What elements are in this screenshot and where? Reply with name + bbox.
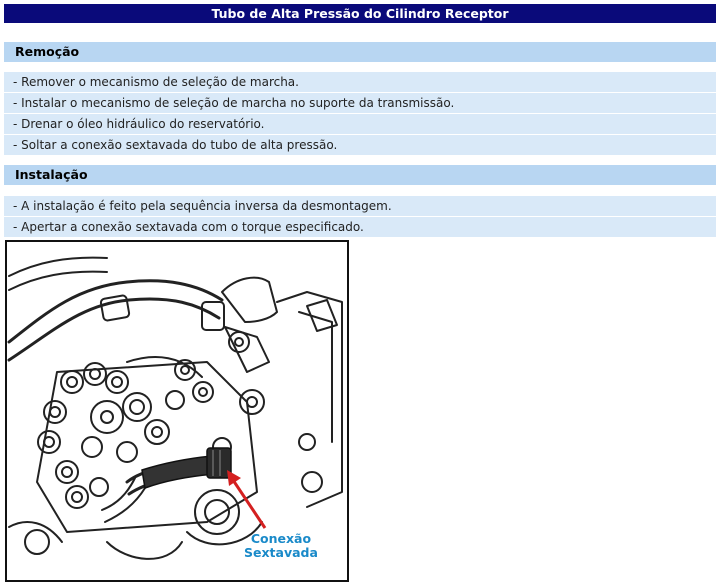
section-heading-installation: Instalação (4, 165, 716, 185)
page-title: Tubo de Alta Pressão do Cilindro Receptor (4, 4, 716, 23)
removal-step-1: - Remover o mecanismo de seleção de marcha. (4, 72, 716, 92)
section-heading-removal: Remoção (4, 42, 716, 62)
transmission-line-drawing (7, 242, 347, 580)
callout-line-2: Sextavada (244, 545, 318, 560)
installation-step-1: - A instalação é feito pela sequência inversa da desmontagem. (4, 196, 716, 216)
callout-line-1: Conexão (250, 531, 312, 546)
removal-step-3: - Drenar o óleo hidráulico do reservatório. (4, 114, 716, 134)
installation-step-2: - Apertar a conexão sextavada com o torque especificado. (4, 217, 716, 237)
transmission-illustration (5, 240, 349, 582)
removal-step-2: - Instalar o mecanismo de seleção de marcha no suporte da transmissão. (4, 93, 716, 113)
callout-label (244, 532, 318, 560)
callout-arrow (227, 470, 265, 528)
removal-step-4: - Soltar a conexão sextavada do tubo de alta pressão. (4, 135, 716, 155)
hex-connection (142, 448, 231, 488)
